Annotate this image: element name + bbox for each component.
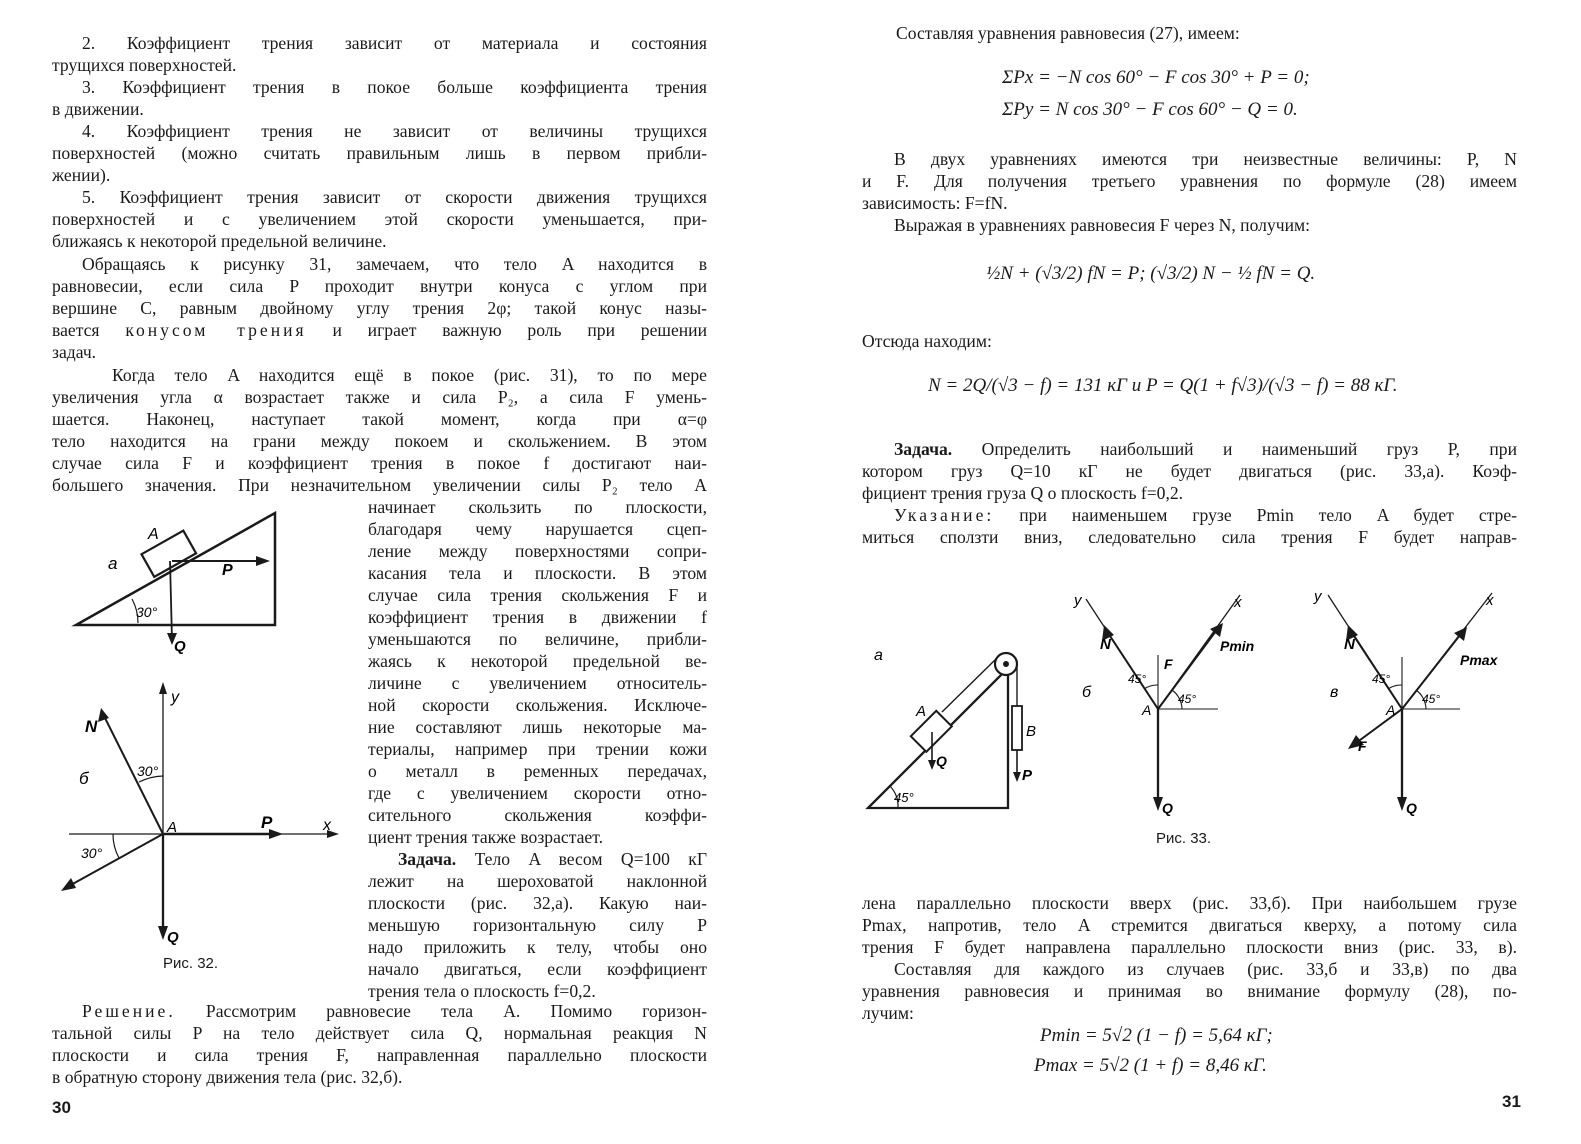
text-line: большего значения. При незначительном увеличении силы P₂ тело A (52, 475, 707, 495)
text-line: 4. Коэффициент трения не зависит от величины трущихся (82, 121, 707, 141)
text-line: ближаясь к некоторой предельной величине. (52, 231, 387, 251)
solution-block (52, 1000, 707, 1088)
intro-line: Составляя уравнения равновесия (27), имеем: (896, 23, 1240, 43)
arrowhead (928, 760, 936, 770)
paragraph-static-friction (52, 76, 707, 120)
spaced-term: конусом трения (125, 320, 307, 340)
text-line (52, 1000, 707, 1022)
text-line: поверхностей и с увеличением этой скорости уменьшается, при- (52, 209, 707, 229)
text-line: сительного скольжения коэффи- (368, 805, 707, 825)
paragraph-speed (52, 186, 707, 252)
text-line: 2. Коэффициент трения зависит от материала и состояния (82, 33, 707, 53)
paragraph-friction-material (52, 32, 707, 76)
hint-label: Указание: (894, 505, 995, 525)
equation-results: N = 2Q/(√3 − f) = 131 кГ и P = Q(1 + f√3)/(√3 − f) = 88 кГ. (928, 375, 1398, 396)
text-line: Когда тело A находится ещё в покое (рис. 31), то по мере (112, 365, 707, 385)
page-number: 30 (52, 1098, 71, 1117)
text-line: 3. Коэффициент трения в покое больше коэффициента трения (82, 77, 707, 97)
text-line: фициент трения груза Q о плоскость f=0,2. (862, 483, 1184, 503)
equation-pmin: Pmin = 5√2 (1 − f) = 5,64 кГ; (1040, 1025, 1273, 1046)
angle-arc (113, 834, 119, 858)
text-line: зависимость: F=fN. (862, 193, 1008, 213)
label-angle-45: 45° (1128, 672, 1147, 686)
text-line: меньшую горизонтальную силу P (368, 915, 707, 935)
text-fragment: Тело A весом Q=100 кГ (474, 849, 707, 869)
label-A: A (916, 703, 927, 720)
text-line: трения тела о плоскость f=0,2. (368, 981, 596, 1001)
equation-pmax: Pmax = 5√2 (1 + f) = 8,46 кГ. (1034, 1055, 1267, 1076)
label-Q: Q (936, 753, 947, 769)
figure-33v (1310, 585, 1500, 825)
task-label: Задача. (894, 439, 953, 459)
text-line: жаясь к некоторой предельной ве- (368, 651, 707, 671)
text-line: тальной силы P на тело действует сила Q, нормальная реакция N (52, 1023, 707, 1043)
text-line: и F. Для получения третьего уравнения по формуле (28) имеем (862, 171, 1517, 191)
figure-32-caption: Рис. 32. (163, 955, 219, 972)
text-line: уравнения равновесия и принимая во внимание формулу (28), по- (862, 981, 1517, 1001)
text-line: плоскости (рис. 32,а). Какую наи- (368, 893, 707, 913)
text-line: 5. Коэффициент трения зависит от скорости движения трущихся (82, 187, 707, 207)
text-line: шается. Наконец, наступает такой момент, когда при α=φ (52, 409, 707, 429)
paragraph-compose (862, 958, 1517, 1024)
label-Q: Q (1162, 800, 1173, 816)
text-line: благодаря чему нарушается сцеп- (368, 519, 707, 539)
text-line: котором груз Q=10 кГ не будет двигаться (рис. 33,а). Коэф- (862, 461, 1517, 481)
text-fragment: Рассмотрим равновесие тела A. Помимо горизон- (205, 1001, 707, 1021)
label-Q: Q (174, 638, 186, 655)
text-line: ние составляют лишь некоторые ма- (368, 717, 707, 737)
arrowhead (1013, 772, 1021, 782)
label-b: б (1082, 684, 1091, 701)
text-line: миться сползти вниз, следовательно сила трения F будет направ- (862, 527, 1517, 547)
figure-32b (55, 680, 355, 955)
hint-block (862, 504, 1517, 548)
arrowhead (98, 708, 109, 722)
label-P: P (261, 813, 273, 832)
equation-system: ½N + (√3/2) fN = P; (√3/2) N − ½ fN = Q. (986, 263, 1316, 284)
paragraph-hence: Отсюда находим: (862, 331, 992, 351)
label-A: A (167, 819, 178, 836)
task-block-left (368, 848, 707, 1002)
text-line: задач. (52, 342, 97, 362)
text-line: лена параллельно плоскости вверх (рис. 33,б). При наибольшем грузе (862, 893, 1517, 913)
label-Q: Q (167, 929, 179, 946)
paragraph-unknowns (862, 148, 1517, 214)
text-line: где с увеличением скорости отно- (368, 783, 707, 803)
left-page (0, 0, 760, 1144)
label-angle-30: 30° (137, 763, 159, 779)
text-line: ление между поверхностями сопри- (368, 541, 707, 561)
label-x: x (323, 817, 331, 834)
label-B: B (1026, 723, 1037, 740)
right-page (820, 0, 1581, 1144)
task-label: Задача. (398, 849, 457, 869)
label-angle-45: 45° (1422, 692, 1441, 706)
label-N: N (1344, 636, 1355, 653)
text-line: лучим: (862, 1003, 914, 1023)
task-block-right (862, 438, 1517, 504)
text-fragment: при наименьшем грузе Pmin тело A будет стре- (1019, 505, 1517, 525)
text-line: вершине C, равным двойному углу трения 2φ; такой конус назы- (52, 298, 707, 318)
label-x: x (1234, 594, 1242, 611)
incline-triangle (76, 513, 275, 625)
figure-33-caption: Рис. 33. (1156, 830, 1212, 847)
text-line: коэффициент трения в движении f (368, 607, 707, 627)
figure-33a (860, 640, 1040, 815)
label-N: N (85, 717, 98, 736)
text-line: ной скорости скольжения. Исключе- (368, 695, 707, 715)
label-v: в (1330, 684, 1339, 701)
text-line: личине с увеличением относитель- (368, 673, 707, 693)
text-line: жении). (52, 165, 111, 185)
text-line: касания тела и плоскости. В этом (368, 563, 707, 583)
text-line: плоскости и сила трения F, направленная параллельно плоскости (52, 1045, 707, 1065)
text-line (368, 848, 707, 870)
text-line: трения F будет направлена параллельно плоскости вниз (рис. 33, в). (862, 937, 1517, 957)
label-a: а (874, 647, 883, 664)
label-F: F (1358, 738, 1367, 754)
text-line: случае сила F и коэффициент трения в покое f достигают наи- (52, 453, 707, 473)
text-line: начало двигаться, если коэффициент (368, 959, 707, 979)
paragraph-friction-cone (52, 253, 707, 363)
label-A: A (1386, 702, 1396, 718)
label-P: P (1022, 767, 1033, 784)
text-line: поверхностей (можно считать правильным лишь в первом прибли- (52, 143, 707, 163)
label-P: P (222, 562, 233, 579)
figure-33b (1068, 585, 1255, 825)
text-line: тело находится на грани между покоем и скольжением. В этом (52, 431, 707, 451)
equation-sum-px: ΣPx = −N cos 60° − F cos 30° + P = 0; (1002, 67, 1310, 88)
text-line: циент трения также возрастает. (368, 827, 603, 847)
text-fragment: вается (52, 320, 100, 340)
text-line: териалы, например при трении кожи (368, 739, 707, 759)
text-line: в движении. (52, 99, 144, 119)
label-b: б (79, 769, 89, 788)
text-line: уменьшаются по величине, прибли- (368, 629, 707, 649)
label-F: F (1164, 656, 1173, 672)
label-angle-30: 30° (136, 604, 158, 620)
text-line: Обращаясь к рисунку 31, замечаем, что тело A находится в (82, 254, 707, 274)
arrowhead (159, 682, 167, 694)
label-a: а (108, 554, 118, 573)
label-y: y (171, 689, 179, 706)
label-y: y (1314, 588, 1322, 605)
text-line: увеличения угла α возрастает также и сила P₂, а сила F умень- (52, 387, 707, 407)
text-line: Составляя для каждого из случаев (рис. 33,б и 33,в) по два (894, 959, 1517, 979)
pulley-axle (1003, 661, 1009, 667)
label-Pmax: Pmax (1460, 652, 1498, 668)
label-angle-45: 45° (894, 790, 914, 805)
text-line (862, 438, 1517, 460)
label-Q: Q (1406, 800, 1417, 816)
paragraph-directions (862, 892, 1517, 958)
text-line (862, 504, 1517, 526)
arrowhead (61, 878, 76, 891)
label-A: A (148, 526, 159, 543)
vector-Q (170, 561, 172, 640)
text-line: В двух уравнениях имеются три неизвестные величины: P, N (894, 149, 1517, 169)
label-x: x (1486, 592, 1494, 609)
text-line: начинает скользить по плоскости, (368, 497, 707, 517)
page-number: 31 (1502, 1092, 1521, 1111)
solution-label: Решение. (82, 1001, 176, 1021)
label-angle-45: 45° (1178, 692, 1197, 706)
vector-N (1108, 633, 1158, 709)
text-line: в обратную сторону движения тела (рис. 32,б). (52, 1067, 403, 1087)
label-Pmin: Pmin (1220, 638, 1255, 654)
label-N: N (1100, 636, 1111, 653)
text-fragment: и играет важную роль при решении (332, 320, 707, 340)
label-A: A (1142, 702, 1152, 718)
paragraph-express: Выражая в уравнениях равновесия F через N, получим: (894, 215, 1311, 235)
text-line: Pmax, напротив, тело A стремится двигаться кверху, а потому сила (862, 915, 1517, 935)
paragraph-sliding-column (368, 496, 707, 848)
text-line: равновесии, если сила P проходит внутри конуса с углом при (52, 276, 707, 296)
text-line (52, 319, 707, 341)
text-line: лежит на шероховатой наклонной (368, 871, 707, 891)
vector-N (1352, 633, 1402, 709)
label-angle-30: 30° (81, 845, 103, 861)
text-line: о металл в ременных передачах, (368, 761, 707, 781)
paragraph-rest-to-sliding (52, 364, 707, 496)
equation-sum-py: ΣPy = N cos 30° − F cos 60° − Q = 0. (1002, 99, 1298, 120)
figure-32a (60, 505, 290, 655)
arrowhead (256, 556, 270, 566)
rope (942, 658, 997, 712)
text-line: трущихся поверхностей. (52, 55, 237, 75)
label-angle-45: 45° (1372, 672, 1391, 686)
paragraph-surface-area (52, 120, 707, 186)
weight-B (1012, 706, 1022, 750)
text-line: случае сила трения скольжения F и (368, 585, 707, 605)
label-y: y (1074, 592, 1082, 609)
text-line: надо приложить к телу, чтобы оно (368, 937, 707, 957)
text-fragment: Определить наибольший и наименьший груз P, при (981, 439, 1517, 459)
